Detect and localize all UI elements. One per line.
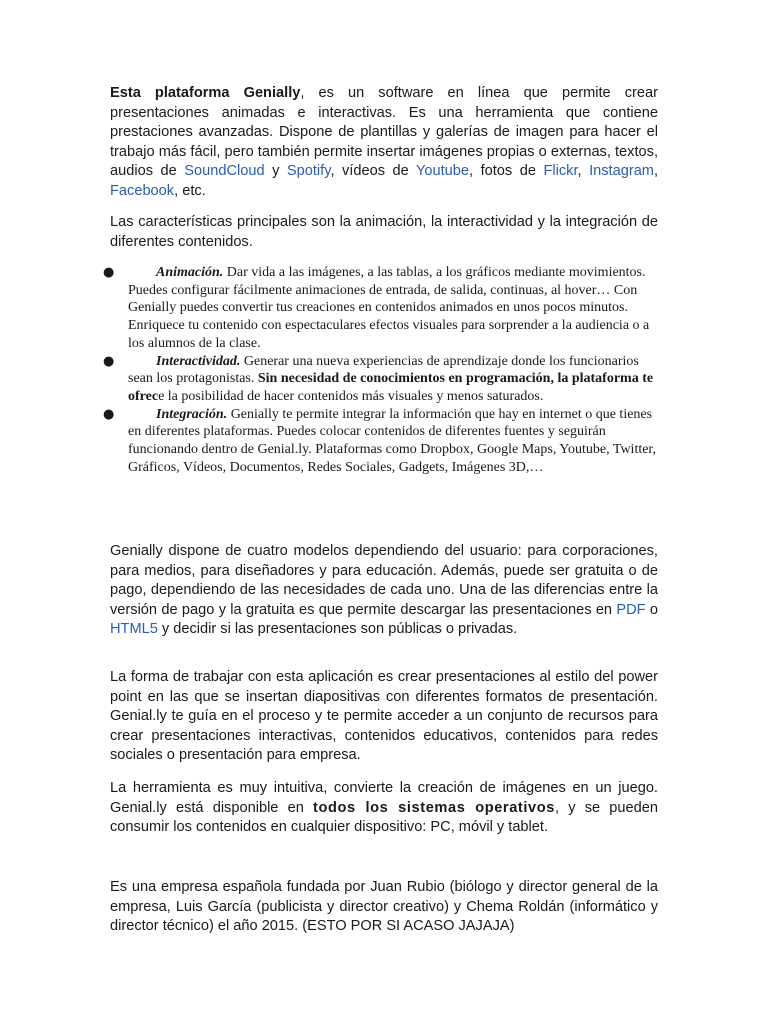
intro-bold-lead: Esta plataforma Genially	[110, 85, 301, 101]
features-list	[103, 264, 658, 476]
link-spotify[interactable]: Spotify	[286, 163, 331, 180]
link-pdf[interactable]: PDF	[616, 601, 646, 618]
bullet-icon: ●	[103, 353, 115, 369]
models-text-2: o	[645, 601, 658, 618]
list-item-interactividad-text-b: e la posibilidad de hacer contenidos más visuales y menos saturados.	[158, 388, 544, 404]
list-item-integracion-body	[128, 406, 658, 477]
intro-text-7: , etc.	[174, 182, 206, 199]
models-text-3: y decidir si las presentaciones son públicas o privadas.	[157, 621, 518, 638]
link-youtube[interactable]: Youtube	[415, 163, 470, 180]
link-facebook[interactable]: Facebook	[110, 182, 175, 199]
list-item-integracion	[103, 406, 658, 477]
bullet-icon: ●	[103, 406, 115, 422]
intro-paragraph	[110, 84, 658, 202]
term-interactividad: Interactividad.	[156, 353, 241, 369]
list-item-integracion-text: Genially te permite integrar la información que hay en internet o que tienes en diferentes plataformas. Puedes colocar contenidos de diferentes fuentes y seguirán funcionando dentro de Genial.ly. Plataformas como Dropbox, Google Maps, Youtube, Twitter, Gráficos, Vídeos, Documentos, Redes Sociales, Gadgets, Imágenes 3D,…	[128, 406, 657, 475]
list-item-animacion	[103, 264, 658, 353]
intro-text-4: , fotos de	[469, 163, 544, 180]
intro-text-1: , es un software en línea que permite crear presentaciones animadas e interactivas. Es una herramienta que contiene prestaciones avanzadas. Dispone de plantillas y galerías de imagen para hacer el trabajo más fácil, pero también permite insertar imágenes propias o externas, textos, audios de	[110, 85, 658, 180]
list-item-animacion-body	[128, 264, 658, 353]
term-animacion: Animación.	[156, 265, 224, 280]
models-paragraph	[110, 542, 658, 640]
intuitive-bold: todos los sistemas operativos	[313, 799, 555, 816]
list-item-interactividad	[103, 353, 658, 406]
list-item-interactividad-text-a: Generar una nueva experiencias de aprendizaje donde los funcionarios sean los protagonistas.	[128, 353, 639, 387]
link-flickr[interactable]: Flickr	[543, 163, 578, 180]
company-paragraph: Es una empresa española fundada por Juan Rubio (biólogo y director general de la empresa, Luis García (publicista y director creativo) y Chema Roldán (informático y director técnico) el año 2015. (ESTO POR SI ACASO JAJAJA)	[110, 879, 658, 935]
intro-text-6: ,	[653, 163, 659, 180]
list-item-animacion-text: Dar vida a las imágenes, a las tablas, a los gráficos mediante movimientos. Puedes configurar fácilmente animaciones de entrada, de salida, continuas, al hover… Con Genially puedes convertir tus creaciones en contenidos animados en unos pocos minutos. Enriquece tu contenido con espectaculares efectos visuales para sorprender a la audiencia o a los alumnos de la clase.	[128, 265, 650, 351]
list-item-interactividad-bold: Sin necesidad de conocimientos en programación, la plataforma te ofrec	[128, 371, 654, 404]
intro-text-3: , vídeos de	[330, 163, 416, 180]
features-intro-paragraph: Las características principales son la animación, la interactividad y la integración de diferentes contenidos.	[110, 214, 658, 250]
bullet-icon: ●	[103, 265, 115, 280]
models-text-1: Genially dispone de cuatro modelos dependiendo del usuario: para corporaciones, para medios, para diseñadores y para educación. Además, puede ser gratuita o de pago, dependiendo de las necesidades de cada uno. Una de las diferencias entre la versión de pago y la gratuita es que permite descargar las presentaciones en	[110, 543, 658, 618]
workflow-paragraph: La forma de trabajar con esta aplicación es crear presentaciones al estilo del power point en las que se insertan diapositivas con diferentes formatos de presentación. Genial.ly te guía en el proceso y te permite acceder a un conjunto de recursos para crear presentaciones interactivas, contenidos educativos, contenidos para redes sociales o presentación para empresa.	[110, 669, 658, 764]
link-instagram[interactable]: Instagram	[589, 163, 654, 180]
intuitive-text-1: La herramienta es muy intuitiva, convierte la creación de imágenes en un juego. Genial.ly está disponible en	[110, 780, 658, 816]
list-item-interactividad-body	[128, 353, 658, 406]
intuitive-paragraph	[110, 779, 658, 838]
intuitive-text-2: , y se pueden consumir los contenidos en cualquier dispositivo: PC, móvil y tablet.	[110, 799, 658, 836]
link-html5[interactable]: HTML5	[110, 621, 158, 638]
intro-text-2: y	[264, 163, 287, 180]
link-soundcloud[interactable]: SoundCloud	[184, 163, 265, 180]
term-integracion: Integración.	[156, 406, 228, 422]
intro-text-5: ,	[577, 163, 590, 180]
